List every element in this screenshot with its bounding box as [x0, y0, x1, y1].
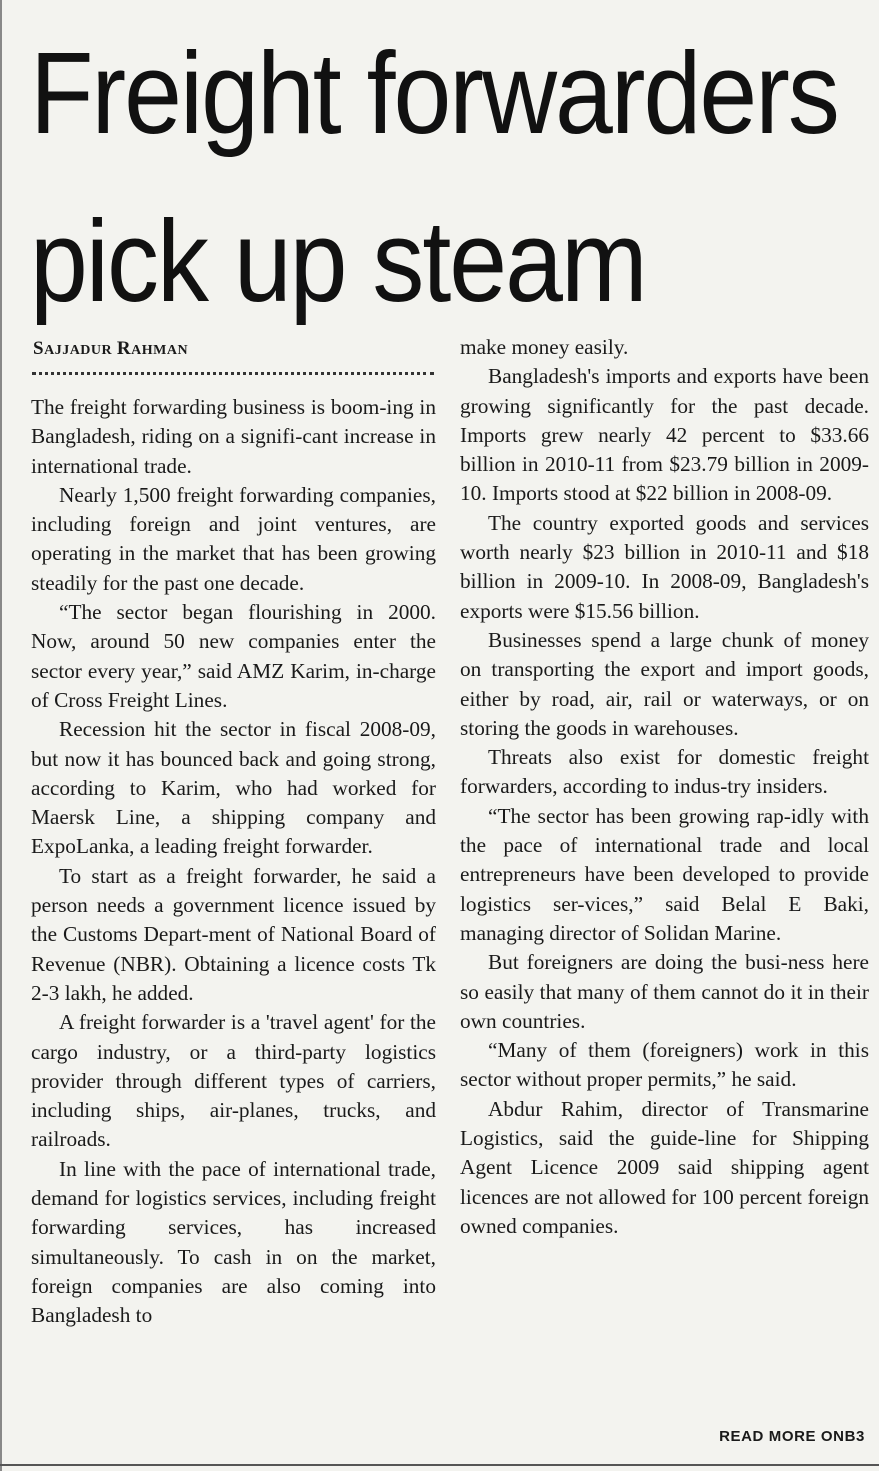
paragraph: “Many of them (foreigners) work in this sector without proper permits,” he said.: [460, 1038, 869, 1092]
paragraph-continuation: make money easily.: [460, 335, 629, 359]
read-more-jump: READ MORE ONB3: [719, 1428, 865, 1445]
paragraph: Abdur Rahim, director of Transmarine Logistics, said the guide-line for Shipping Agent Licence 2009 said shipping agent licences are not allowed for 100 percent foreign owned companies.: [460, 1096, 869, 1238]
byline-first-rest: AJJADUR: [44, 343, 113, 358]
byline-last-rest: AHMAN: [131, 343, 189, 358]
headline-line-1: Freight forwarders: [30, 29, 838, 159]
bottom-rule: [0, 1464, 879, 1466]
headline: [30, 10, 870, 346]
article-column-1: [31, 393, 436, 1331]
paragraph: In line with the pace of international trade, demand for logistics services, including freight forwarding services, has increased simultaneously. To cash in on the market, foreign companies are also coming into Bangladesh to: [31, 1156, 436, 1328]
paragraph: The country exported goods and services worth nearly $23 billion in 2010-11 and $18 billion in 2009-10. In 2008-09, Bangladesh's exports were $15.56 billion.: [460, 510, 869, 623]
paragraph: “The sector has been growing rap-idly with the pace of international trade and local entrepreneurs have been developed to provide logistics ser-vices,” said Belal E Baki, managing director of Solidan Marine.: [460, 803, 869, 945]
byline-first-initial: S: [33, 338, 45, 359]
paragraph: But foreigners are doing the busi-ness here so easily that many of them cannot do it in their own countries.: [460, 950, 869, 1033]
paragraph: Nearly 1,500 freight forwarding companies, including foreign and joint ventures, are operating in the market that has been growing steadily for the past one decade.: [31, 482, 436, 595]
paragraph: “The sector began flourishing in 2000. Now, around 50 new companies enter the sector every year,” said AMZ Karim, in-charge of Cross Freight Lines.: [31, 600, 436, 712]
paragraph: To start as a freight forwarder, he said a person needs a government licence issued by the Customs Depart-ment of National Board of Revenue (NBR). Obtaining a licence costs Tk 2-3 lakh, he added.: [31, 863, 436, 1005]
byline-last-initial: R: [116, 338, 132, 359]
paragraph: The freight forwarding business is boom-ing in Bangladesh, riding on a signifi-cant increase in international trade.: [31, 395, 436, 478]
article-column-2: [460, 333, 869, 1241]
paragraph: Recession hit the sector in fiscal 2008-09, but now it has bounced back and going strong, according to Karim, who had worked for Maersk Line, a shipping company and ExpoLanka, a leading freight forwarder.: [31, 717, 436, 859]
paragraph: Threats also exist for domestic freight forwarders, according to indus-try insiders.: [460, 745, 869, 799]
paragraph: Businesses spend a large chunk of money on transporting the export and import goods, either by road, air, rail or waterways, or on storing the goods in warehouses.: [460, 627, 869, 740]
byline-divider: [32, 372, 434, 375]
headline-line-2: pick up steam: [30, 197, 646, 327]
left-column-rule: [0, 0, 2, 1471]
paragraph: Bangladesh's imports and exports have been growing significantly for the past decade. Imports grew nearly 42 percent to $33.66 billion in 2010-11 from $23.79 billion in 2009-10. Imports stood at $22 billion in 2008-09.: [460, 364, 869, 506]
paragraph: A freight forwarder is a 'travel agent' for the cargo industry, or a third-party logistics provider through different types of carriers, including ships, air-planes, trucks, and railroads.: [31, 1010, 436, 1152]
byline: [33, 338, 188, 360]
